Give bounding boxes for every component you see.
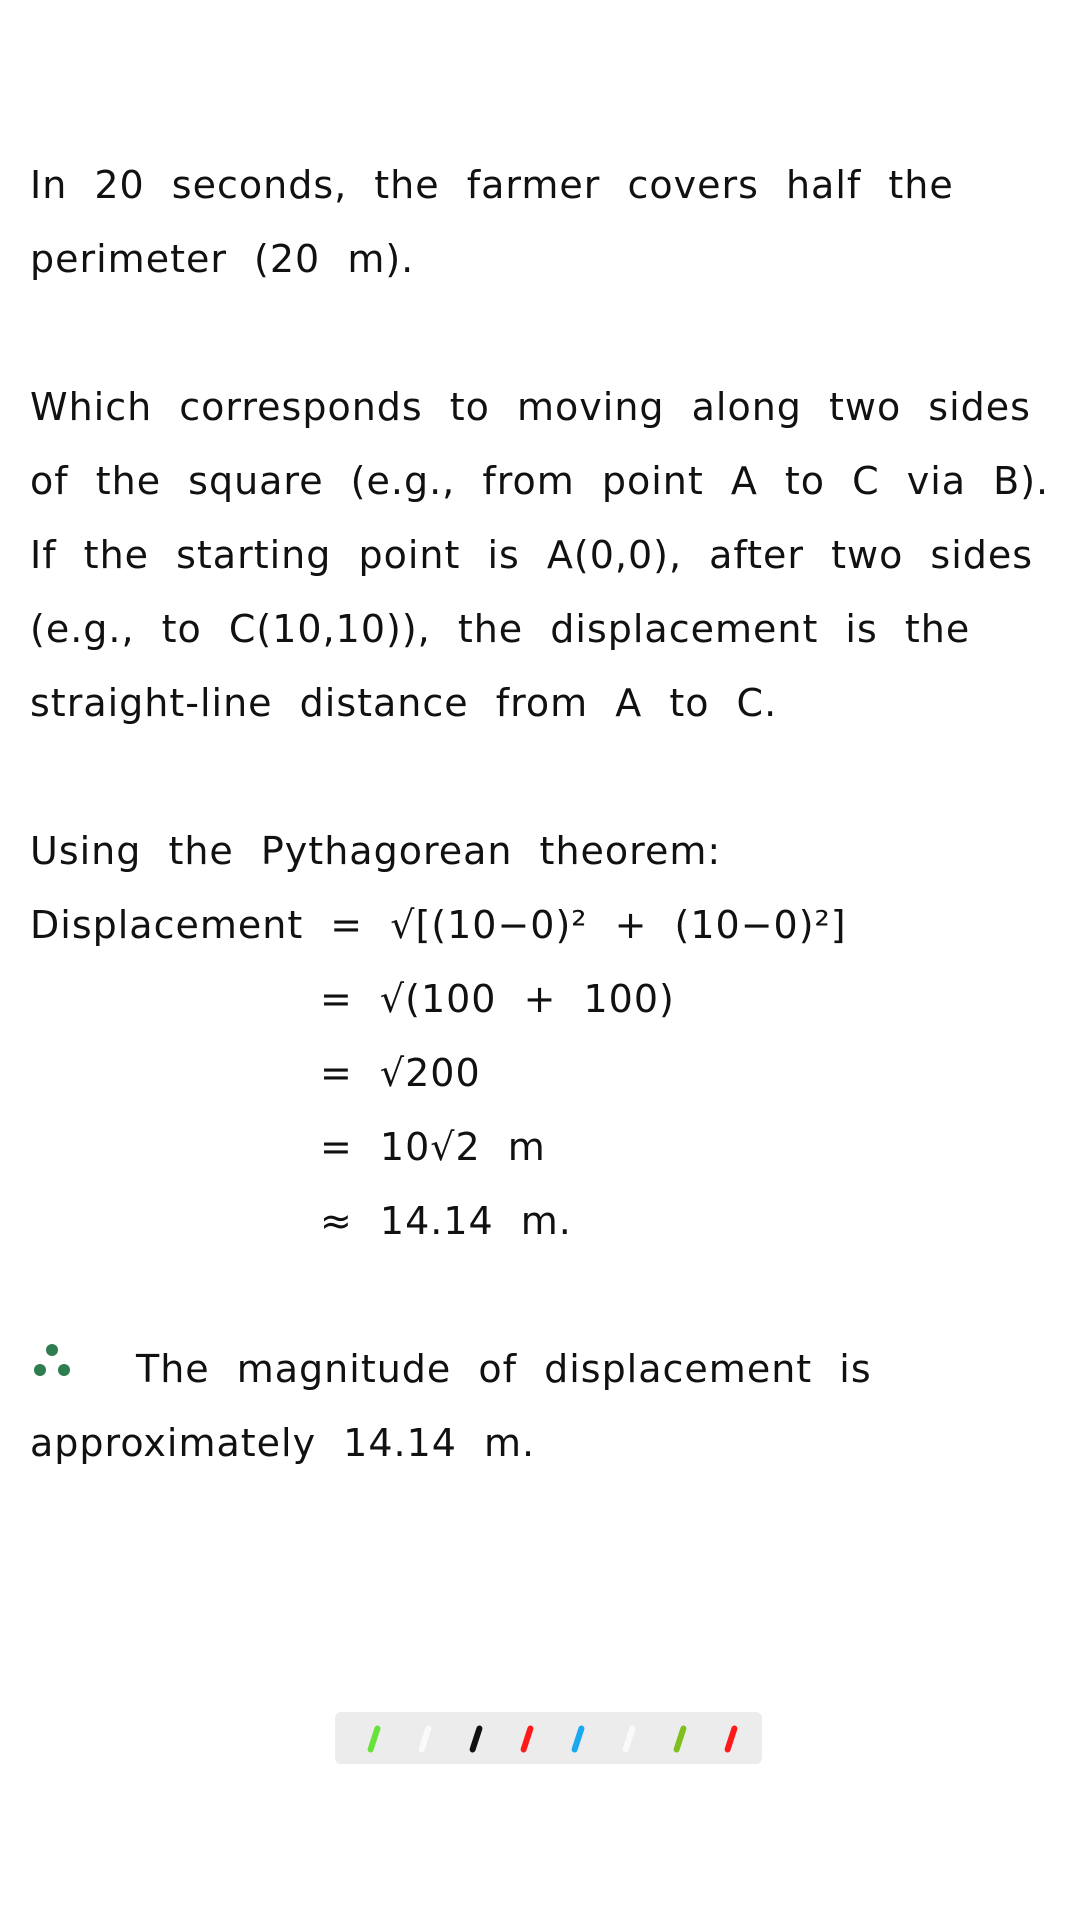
paragraph-pythagorean: Using the Pythagorean theorem: [30,829,722,873]
pen-green-icon[interactable] [367,1725,381,1753]
therefore-icon [30,1342,74,1386]
pen-olive-icon[interactable] [673,1725,687,1753]
pen-white-2-icon[interactable] [622,1725,636,1753]
math-line-1: Displacement = √[(10−0)² + (10−0)²] [30,903,847,947]
pen-red-2-icon[interactable] [724,1725,738,1753]
pen-color-toolbar [335,1712,762,1764]
pen-red-icon[interactable] [520,1725,534,1753]
spacer [30,740,1050,814]
math-line-3-text: = √200 [320,1051,481,1095]
spacer [30,1258,1050,1332]
pen-black-icon[interactable] [469,1725,483,1753]
conclusion-text: The magnitude of displacement is approximately 14.14 m. [30,1347,872,1465]
paragraph-perimeter: In 20 seconds, the farmer covers half the perimeter (20 m). [30,163,954,281]
math-line-3 [30,1036,1050,1110]
math-line-2-text: = √(100 + 100) [320,977,675,1021]
answer-content [30,148,1050,1480]
math-line-5 [30,1184,1050,1258]
math-line-2 [30,962,1050,1036]
math-line-5-text: ≈ 14.14 m. [320,1199,572,1243]
math-line-4-text: = 10√2 m [320,1125,546,1169]
paragraph-two-sides: Which corresponds to moving along two sides of the square (e.g., from point A to C via B). If the starting point is A(0,0), after two sides (e.g., to C(10,10)), the displacement is the straight-line distance from A to C. [30,385,1050,725]
pen-blue-icon[interactable] [571,1725,585,1753]
pen-white-icon[interactable] [418,1725,432,1753]
math-line-4 [30,1110,1050,1184]
spacer [30,296,1050,370]
conclusion [30,1332,1050,1480]
